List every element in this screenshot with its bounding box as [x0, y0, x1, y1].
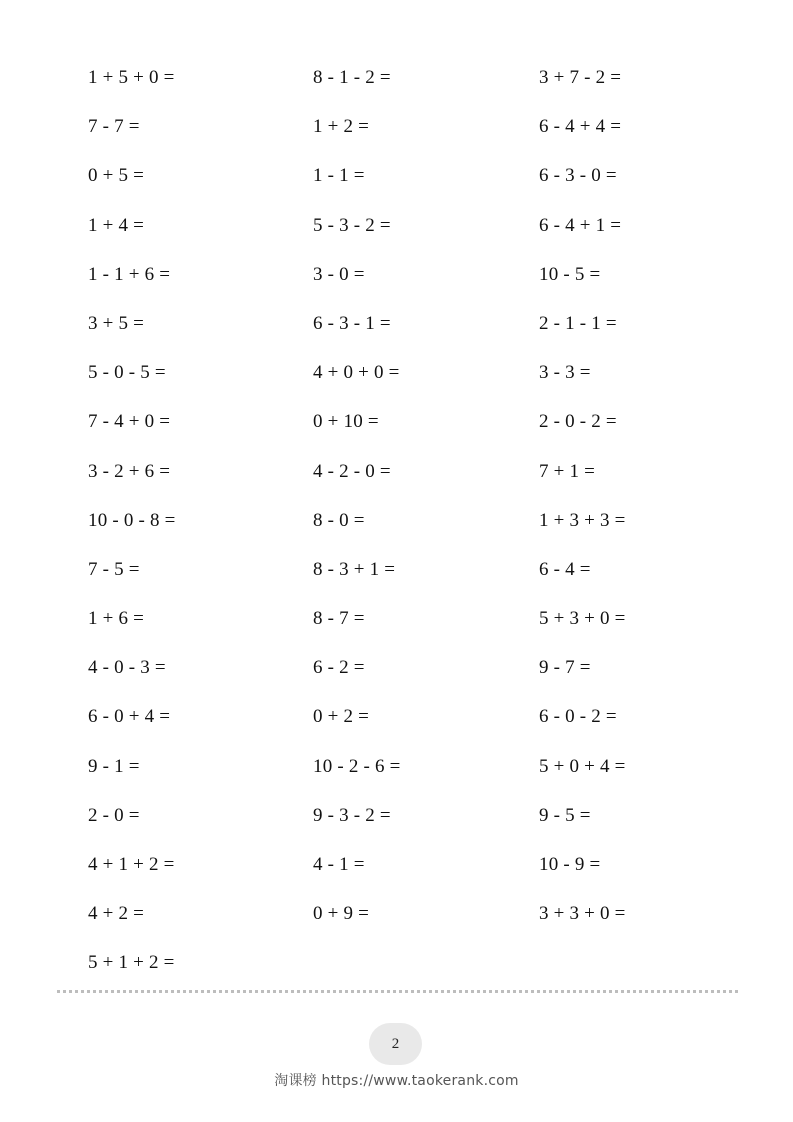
problem-row	[0, 795, 793, 844]
math-problem: 9 - 3 - 2 =	[313, 804, 391, 826]
math-problem: 9 - 1 =	[88, 755, 140, 777]
math-problem: 1 + 3 + 3 =	[539, 509, 626, 531]
problem-grid	[0, 57, 793, 992]
page-number-badge	[369, 1023, 422, 1065]
math-problem: 3 - 0 =	[313, 263, 365, 285]
math-problem: 0 + 5 =	[88, 165, 145, 187]
problem-row	[0, 549, 793, 598]
math-problem: 7 - 5 =	[88, 558, 140, 580]
math-problem: 6 - 3 - 0 =	[539, 165, 617, 187]
problem-row	[0, 598, 793, 647]
math-problem: 8 - 7 =	[313, 608, 365, 630]
math-problem: 6 - 2 =	[313, 657, 365, 679]
math-problem: 3 + 3 + 0 =	[539, 903, 626, 925]
math-problem: 3 - 3 =	[539, 362, 591, 384]
math-problem: 4 - 2 - 0 =	[313, 460, 391, 482]
problem-row	[0, 106, 793, 155]
math-problem: 5 - 3 - 2 =	[313, 214, 391, 236]
math-problem: 2 - 0 - 2 =	[539, 411, 617, 433]
math-problem: 1 + 4 =	[88, 214, 145, 236]
math-problem: 4 - 0 - 3 =	[88, 657, 166, 679]
problem-row	[0, 647, 793, 696]
math-problem: 4 + 2 =	[88, 903, 145, 925]
problem-row	[0, 205, 793, 254]
problem-row	[0, 500, 793, 549]
problem-row	[0, 746, 793, 795]
problem-row	[0, 254, 793, 303]
math-problem: 1 - 1 + 6 =	[88, 263, 171, 285]
problem-row	[0, 155, 793, 204]
page-number: 2	[391, 1035, 400, 1052]
math-problem: 1 + 6 =	[88, 608, 145, 630]
math-problem: 2 - 1 - 1 =	[539, 312, 617, 334]
problem-row	[0, 942, 793, 991]
math-problem: 10 - 5 =	[539, 263, 601, 285]
math-problem: 3 + 7 - 2 =	[539, 67, 622, 88]
math-problem: 0 + 9 =	[313, 903, 370, 925]
math-problem: 8 - 3 + 1 =	[313, 558, 396, 580]
math-problem: 6 - 4 + 4 =	[539, 116, 622, 138]
math-problem: 4 + 0 + 0 =	[313, 362, 400, 384]
dotted-divider	[57, 990, 738, 993]
math-problem: 5 + 0 + 4 =	[539, 755, 626, 777]
math-problem: 6 - 0 - 2 =	[539, 706, 617, 728]
math-problem: 10 - 9 =	[539, 854, 601, 875]
math-problem: 5 + 1 + 2 =	[88, 952, 175, 974]
problem-row	[0, 352, 793, 401]
problem-row	[0, 451, 793, 500]
problem-row	[0, 893, 793, 942]
math-problem: 7 - 7 =	[88, 116, 140, 138]
math-problem: 5 - 0 - 5 =	[88, 362, 166, 384]
math-problem: 9 - 7 =	[539, 657, 591, 679]
math-problem: 0 + 10 =	[313, 411, 379, 433]
math-problem: 4 + 1 + 2 =	[88, 854, 175, 875]
math-problem: 6 - 0 + 4 =	[88, 706, 171, 728]
problem-row	[0, 696, 793, 745]
math-problem: 6 - 3 - 1 =	[313, 312, 391, 334]
problem-row	[0, 303, 793, 352]
math-problem: 3 - 2 + 6 =	[88, 460, 171, 482]
math-problem: 4 - 1 =	[313, 854, 365, 875]
problem-row	[0, 57, 793, 106]
math-problem: 0 + 2 =	[313, 706, 370, 728]
math-problem: 10 - 2 - 6 =	[313, 755, 401, 777]
math-problem: 6 - 4 =	[539, 558, 591, 580]
math-problem: 9 - 5 =	[539, 804, 591, 826]
math-problem: 6 - 4 + 1 =	[539, 214, 622, 236]
math-problem: 7 + 1 =	[539, 460, 596, 482]
math-problem: 2 - 0 =	[88, 804, 140, 826]
footer-site-text: 淘课榜 https://www.taokerank.com	[274, 1073, 519, 1089]
math-problem: 8 - 1 - 2 =	[313, 67, 391, 88]
math-problem: 7 - 4 + 0 =	[88, 411, 171, 433]
math-problem: 8 - 0 =	[313, 509, 365, 531]
math-problem: 1 - 1 =	[313, 165, 365, 187]
problem-row	[0, 401, 793, 450]
math-problem: 5 + 3 + 0 =	[539, 608, 626, 630]
math-problem: 1 + 2 =	[313, 116, 370, 138]
math-problem: 10 - 0 - 8 =	[88, 509, 176, 531]
math-problem: 3 + 5 =	[88, 312, 145, 334]
math-problem: 1 + 5 + 0 =	[88, 67, 175, 88]
problem-row	[0, 844, 793, 893]
